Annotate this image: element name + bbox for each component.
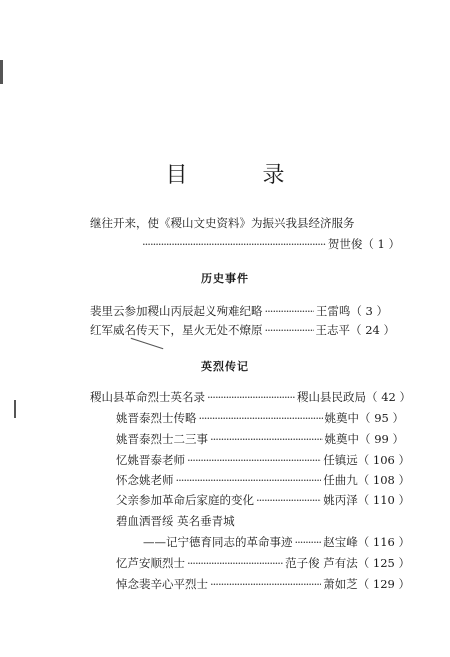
toc-entry — [116, 410, 404, 426]
entry-author: 范子俊 芦有法（ 125 ） — [285, 556, 410, 570]
toc-entry-preface — [90, 215, 355, 231]
toc-entry — [116, 452, 410, 468]
entry-author: 姚丙泽（ 110 ） — [323, 493, 410, 507]
toc-entry — [116, 576, 410, 592]
leader-dots — [256, 493, 321, 507]
toc-entry — [116, 555, 410, 571]
leader-dots — [187, 453, 321, 467]
entry-title: 碧血洒晋绥 英名垂青城 — [116, 514, 235, 528]
leader-dots — [210, 432, 323, 446]
entry-title: 裴里云参加稷山丙辰起义殉难纪略 — [90, 304, 263, 318]
leader-dots — [295, 535, 322, 549]
toc-entry — [143, 534, 410, 550]
toc-entry — [90, 303, 388, 319]
scan-mark — [0, 60, 3, 84]
toc-entry — [90, 389, 411, 405]
section-heading-biographies: 英烈传记 — [201, 360, 249, 373]
leader-dots — [265, 323, 314, 337]
toc-entry — [116, 472, 410, 488]
entry-author: 任镇远（ 106 ） — [323, 453, 410, 467]
entry-title: ——记宁德育同志的革命事迹 — [143, 535, 293, 549]
leader-dots — [142, 237, 326, 251]
entry-author: 赵宝峰（ 116 ） — [323, 535, 410, 549]
entry-title: 悼念裴辛心平烈士 — [116, 577, 208, 591]
leader-dots — [187, 556, 283, 570]
leader-dots — [265, 304, 314, 318]
toc-entry-preface-author-line — [140, 236, 400, 252]
entry-title: 忆芦安顺烈士 — [116, 556, 185, 570]
entry-author: 贺世俊（ 1 ） — [327, 237, 400, 251]
entry-author: 王志平（ 24 ） — [315, 323, 395, 337]
entry-author: 任曲九（ 108 ） — [323, 473, 410, 487]
toc-entry — [116, 492, 410, 508]
leader-dots — [176, 473, 322, 487]
leader-dots — [210, 577, 321, 591]
toc-entry — [116, 513, 235, 529]
entry-title: 怀念姚老师 — [116, 473, 174, 487]
entry-title: 姚晋泰烈士二三事 — [116, 432, 208, 446]
entry-title: 稷山县革命烈士英名录 — [90, 390, 205, 404]
entry-title: 父亲参加革命后家庭的变化 — [116, 493, 254, 507]
entry-title: 继往开来，使《稷山文史资料》为振兴我县经济服务 — [90, 216, 355, 230]
entry-author: 萧如芝（ 129 ） — [323, 577, 410, 591]
toc-entry — [90, 322, 395, 338]
section-heading-history: 历史事件 — [201, 272, 249, 285]
entry-author: 稷山县民政局（ 42 ） — [297, 390, 411, 404]
toc-entry — [116, 431, 404, 447]
entry-author: 王雷鸣（ 3 ） — [315, 304, 388, 318]
entry-author: 姚奠中（ 95 ） — [324, 411, 404, 425]
scan-mark — [131, 338, 164, 349]
entry-author: 姚奠中（ 99 ） — [324, 432, 404, 446]
entry-title: 忆姚晋泰老师 — [116, 453, 185, 467]
entry-title: 红军威名传天下，星火无处不燎原 — [90, 323, 263, 337]
page-title: 目 录 — [165, 163, 319, 188]
scan-mark — [14, 400, 16, 418]
entry-title: 姚晋泰烈士传略 — [116, 411, 197, 425]
leader-dots — [207, 390, 295, 404]
leader-dots — [199, 411, 323, 425]
